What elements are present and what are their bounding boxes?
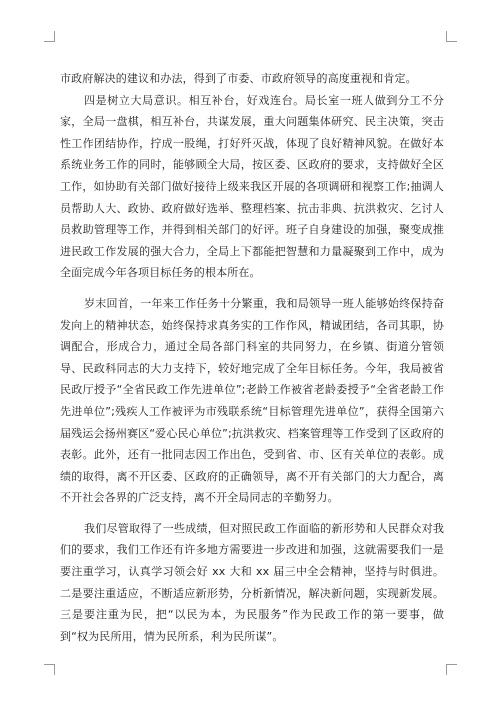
crop-mark-top-left xyxy=(44,31,55,42)
crop-mark-top-right xyxy=(446,31,457,42)
paragraph-continuation: 市政府解决的建议和办法，得到了市委、市政府领导的高度重视和肯定。 xyxy=(60,72,417,85)
paragraph-overall-view: 四是树立大局意识。相互补台，好戏连台。局长室一班人做到分工不分家，全局一盘棋，相互补台，共谋发展，重大问题集体研究、民主决策，突击性工作团结协作，拧成一股绳，打好歼灭战，体现了良好精神风貌。在做好本系统业务工作的同时，能够顾全大局，按区委、区政府的要求，支持做好全区工作，如协助有关部门做好接待上级来我区开展的各项调研和视察工作;抽调人员帮助人大、政协、政府做好选举、整理档案、抗击非典、抗洪救灾、乞讨人员救助管理等工作，并得到相关部门的好评。班子自身建设的加强，聚变成推进民政工作发展的强大合力，全局上下都能把智慧和力量凝聚到工作中，成为全面完成今年各项目标任务的根本所在。 xyxy=(60,93,444,280)
document-body xyxy=(60,68,444,647)
paragraph-year-review: 岁末回首，一年来工作任务十分繁重，我和局领导一班人能够始终保持奋发向上的精神状态，始终保持求真务实的工作作风，精诚团结，各司其职，协调配合，形成合力，通过全局各部门科室的共同努力，在乡镇、街道分管领导、民政科同志的大力支持下，较好地完成了全年目标任务。今年，我局被省民政厅授予“全省民政工作先进单位”;老龄工作被省老龄委授予“全省老龄工作先进单位”;残疾人工作被评为市残联系统“目标管理先进单位”，获得全国第六届残运会扬州赛区“爱心民心单位”;抗洪救灾、档案管理等工作受到了区政府的表彰。此外，还有一批同志因工作出色，受到省、市、区有关单位的表彰。成绩的取得，离不开区委、区政府的正确领导，离不开有关部门的大力配合，离不开社会各界的广泛支持，离不开全局同志的辛勤努力。 xyxy=(60,296,444,505)
crop-mark-bottom-left xyxy=(44,664,55,675)
crop-mark-bottom-right xyxy=(446,664,457,675)
paragraph-improvements: 我们尽管取得了一些成绩，但对照民政工作面临的新形势和人民群众对我们的要求，我们工作还有许多地方需要进一步改进和加强，这就需要我们一是要注重学习，认真学习领会好 xx 大和 xx 届三中全会精神，坚持与时俱进。二是要注重适应，不断适应新形势，分析新情况，解决新问题，实现新发展。三是要注重为民，把“以民为本，为民服务”作为民政工作的第一要事，做到“权为民所用，情为民所系，利为民所谋”。 xyxy=(60,521,444,643)
